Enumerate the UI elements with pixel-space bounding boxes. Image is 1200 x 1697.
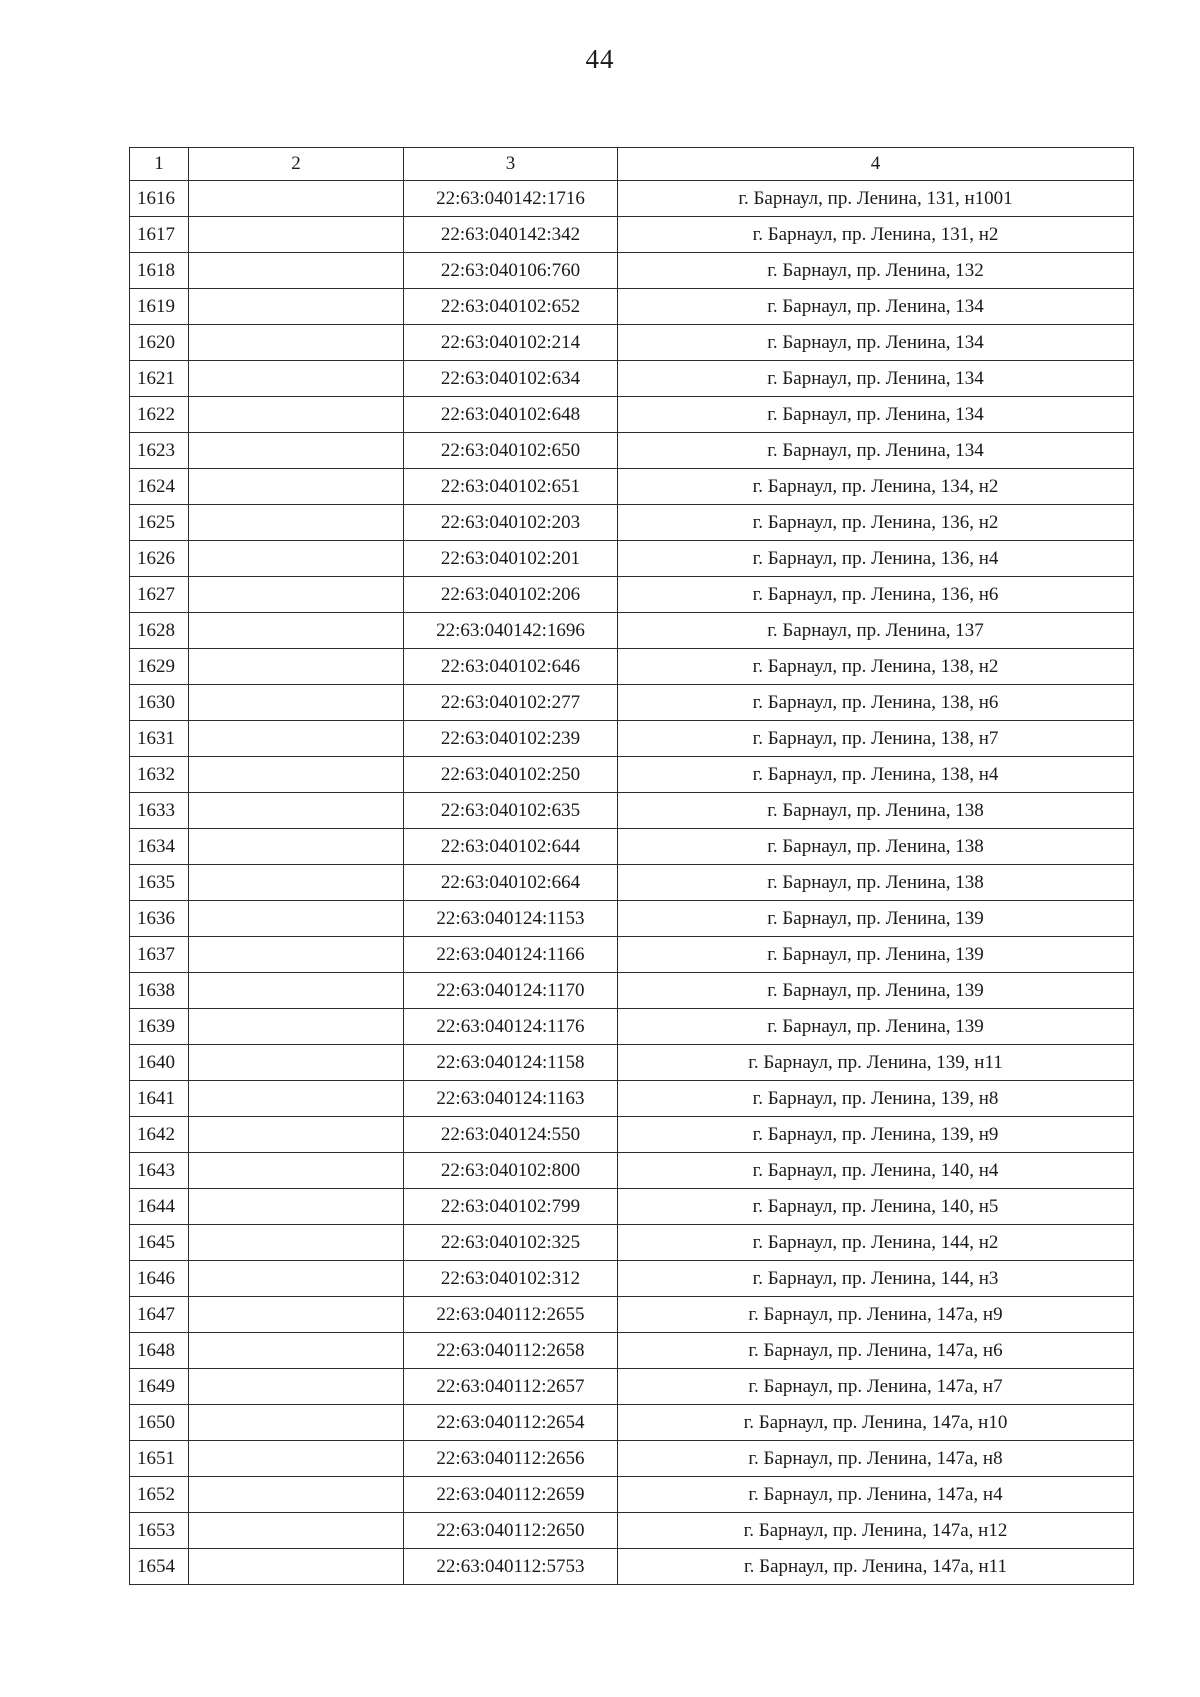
table-row	[130, 1009, 1134, 1045]
table-row	[130, 1405, 1134, 1441]
table-row	[130, 289, 1134, 325]
empty-cell	[189, 1081, 404, 1117]
empty-cell	[189, 397, 404, 433]
table-row	[130, 505, 1134, 541]
address-cell: г. Барнаул, пр. Ленина, 131, н2	[618, 217, 1134, 253]
cadastral-number-cell: 22:63:040102:325	[404, 1225, 618, 1261]
table-row	[130, 937, 1134, 973]
table-row	[130, 1081, 1134, 1117]
cadastral-number-cell: 22:63:040112:2657	[404, 1369, 618, 1405]
empty-cell	[189, 685, 404, 721]
address-cell: г. Барнаул, пр. Ленина, 136, н6	[618, 577, 1134, 613]
empty-cell	[189, 1261, 404, 1297]
table-row	[130, 685, 1134, 721]
table-row	[130, 1045, 1134, 1081]
table-row	[130, 901, 1134, 937]
address-cell: г. Барнаул, пр. Ленина, 139	[618, 901, 1134, 937]
row-number-cell: 1648	[130, 1333, 189, 1369]
empty-cell	[189, 1153, 404, 1189]
cadastral-number-cell: 22:63:040102:214	[404, 325, 618, 361]
cadastral-number-cell: 22:63:040142:342	[404, 217, 618, 253]
cadastral-number-cell: 22:63:040102:664	[404, 865, 618, 901]
row-number-cell: 1649	[130, 1369, 189, 1405]
cadastral-number-cell: 22:63:040112:2654	[404, 1405, 618, 1441]
header-row	[130, 148, 1134, 181]
row-number-cell: 1621	[130, 361, 189, 397]
cadastral-number-cell: 22:63:040102:203	[404, 505, 618, 541]
row-number-cell: 1616	[130, 181, 189, 217]
empty-cell	[189, 793, 404, 829]
row-number-cell: 1635	[130, 865, 189, 901]
row-number-cell: 1645	[130, 1225, 189, 1261]
table-body	[130, 181, 1134, 1585]
table-row	[130, 361, 1134, 397]
row-number-cell: 1617	[130, 217, 189, 253]
address-cell: г. Барнаул, пр. Ленина, 134	[618, 289, 1134, 325]
empty-cell	[189, 325, 404, 361]
empty-cell	[189, 253, 404, 289]
cadastral-number-cell: 22:63:040142:1696	[404, 613, 618, 649]
address-cell: г. Барнаул, пр. Ленина, 136, н4	[618, 541, 1134, 577]
address-cell: г. Барнаул, пр. Ленина, 138, н7	[618, 721, 1134, 757]
cadastral-number-cell: 22:63:040142:1716	[404, 181, 618, 217]
empty-cell	[189, 1369, 404, 1405]
empty-cell	[189, 865, 404, 901]
empty-cell	[189, 217, 404, 253]
row-number-cell: 1631	[130, 721, 189, 757]
table-row	[130, 1153, 1134, 1189]
empty-cell	[189, 1441, 404, 1477]
address-cell: г. Барнаул, пр. Ленина, 139	[618, 973, 1134, 1009]
cadastral-number-cell: 22:63:040102:646	[404, 649, 618, 685]
row-number-cell: 1633	[130, 793, 189, 829]
table-row	[130, 649, 1134, 685]
cadastral-number-cell: 22:63:040124:1176	[404, 1009, 618, 1045]
cadastral-number-cell: 22:63:040102:206	[404, 577, 618, 613]
empty-cell	[189, 1009, 404, 1045]
address-cell: г. Барнаул, пр. Ленина, 138	[618, 793, 1134, 829]
cadastral-number-cell: 22:63:040102:652	[404, 289, 618, 325]
cadastral-number-cell: 22:63:040124:1158	[404, 1045, 618, 1081]
table-row	[130, 541, 1134, 577]
row-number-cell: 1628	[130, 613, 189, 649]
table-row	[130, 253, 1134, 289]
table-row	[130, 433, 1134, 469]
empty-cell	[189, 829, 404, 865]
empty-cell	[189, 757, 404, 793]
address-cell: г. Барнаул, пр. Ленина, 147а, н12	[618, 1513, 1134, 1549]
cadastral-number-cell: 22:63:040112:2659	[404, 1477, 618, 1513]
empty-cell	[189, 901, 404, 937]
table-row	[130, 721, 1134, 757]
cadastral-number-cell: 22:63:040102:650	[404, 433, 618, 469]
empty-cell	[189, 973, 404, 1009]
empty-cell	[189, 1045, 404, 1081]
cadastral-number-cell: 22:63:040102:648	[404, 397, 618, 433]
cadastral-number-cell: 22:63:040112:2656	[404, 1441, 618, 1477]
empty-cell	[189, 289, 404, 325]
cadastral-number-cell: 22:63:040106:760	[404, 253, 618, 289]
address-cell: г. Барнаул, пр. Ленина, 138	[618, 865, 1134, 901]
table-row	[130, 613, 1134, 649]
address-cell: г. Барнаул, пр. Ленина, 136, н2	[618, 505, 1134, 541]
row-number-cell: 1650	[130, 1405, 189, 1441]
table-row	[130, 793, 1134, 829]
table-row	[130, 1441, 1134, 1477]
address-cell: г. Барнаул, пр. Ленина, 139, н8	[618, 1081, 1134, 1117]
row-number-cell: 1630	[130, 685, 189, 721]
row-number-cell: 1622	[130, 397, 189, 433]
header-col-3: 3	[404, 148, 618, 181]
address-cell: г. Барнаул, пр. Ленина, 138, н2	[618, 649, 1134, 685]
row-number-cell: 1651	[130, 1441, 189, 1477]
address-cell: г. Барнаул, пр. Ленина, 147а, н9	[618, 1297, 1134, 1333]
table-row	[130, 1549, 1134, 1585]
address-cell: г. Барнаул, пр. Ленина, 134	[618, 361, 1134, 397]
table-row	[130, 469, 1134, 505]
address-cell: г. Барнаул, пр. Ленина, 134	[618, 325, 1134, 361]
empty-cell	[189, 937, 404, 973]
table-row	[130, 1513, 1134, 1549]
cadastral-number-cell: 22:63:040102:250	[404, 757, 618, 793]
address-cell: г. Барнаул, пр. Ленина, 137	[618, 613, 1134, 649]
row-number-cell: 1634	[130, 829, 189, 865]
empty-cell	[189, 1477, 404, 1513]
cadastral-number-cell: 22:63:040102:312	[404, 1261, 618, 1297]
address-cell: г. Барнаул, пр. Ленина, 139, н11	[618, 1045, 1134, 1081]
address-cell: г. Барнаул, пр. Ленина, 147а, н11	[618, 1549, 1134, 1585]
row-number-cell: 1646	[130, 1261, 189, 1297]
header-col-2: 2	[189, 148, 404, 181]
table-row	[130, 973, 1134, 1009]
empty-cell	[189, 649, 404, 685]
row-number-cell: 1632	[130, 757, 189, 793]
cadastral-number-cell: 22:63:040124:1163	[404, 1081, 618, 1117]
address-cell: г. Барнаул, пр. Ленина, 147а, н10	[618, 1405, 1134, 1441]
table-row	[130, 757, 1134, 793]
row-number-cell: 1625	[130, 505, 189, 541]
table-row	[130, 1261, 1134, 1297]
row-number-cell: 1637	[130, 937, 189, 973]
cadastral-number-cell: 22:63:040102:800	[404, 1153, 618, 1189]
table-row	[130, 1333, 1134, 1369]
table-row	[130, 865, 1134, 901]
row-number-cell: 1629	[130, 649, 189, 685]
address-cell: г. Барнаул, пр. Ленина, 139	[618, 1009, 1134, 1045]
empty-cell	[189, 1117, 404, 1153]
cadastral-number-cell: 22:63:040102:651	[404, 469, 618, 505]
row-number-cell: 1620	[130, 325, 189, 361]
cadastral-number-cell: 22:63:040124:1153	[404, 901, 618, 937]
cadastral-number-cell: 22:63:040112:2655	[404, 1297, 618, 1333]
table-header	[130, 148, 1134, 181]
address-cell: г. Барнаул, пр. Ленина, 138	[618, 829, 1134, 865]
empty-cell	[189, 433, 404, 469]
row-number-cell: 1642	[130, 1117, 189, 1153]
row-number-cell: 1653	[130, 1513, 189, 1549]
table-row	[130, 217, 1134, 253]
empty-cell	[189, 613, 404, 649]
row-number-cell: 1627	[130, 577, 189, 613]
row-number-cell: 1619	[130, 289, 189, 325]
cadastral-number-cell: 22:63:040102:634	[404, 361, 618, 397]
cadastral-number-cell: 22:63:040112:2650	[404, 1513, 618, 1549]
cadastral-number-cell: 22:63:040102:201	[404, 541, 618, 577]
address-cell: г. Барнаул, пр. Ленина, 132	[618, 253, 1134, 289]
row-number-cell: 1638	[130, 973, 189, 1009]
address-cell: г. Барнаул, пр. Ленина, 147а, н4	[618, 1477, 1134, 1513]
cadastral-number-cell: 22:63:040124:1170	[404, 973, 618, 1009]
address-cell: г. Барнаул, пр. Ленина, 139, н9	[618, 1117, 1134, 1153]
row-number-cell: 1643	[130, 1153, 189, 1189]
empty-cell	[189, 721, 404, 757]
empty-cell	[189, 469, 404, 505]
empty-cell	[189, 1549, 404, 1585]
empty-cell	[189, 1225, 404, 1261]
table-row	[130, 1477, 1134, 1513]
empty-cell	[189, 1333, 404, 1369]
table-row	[130, 325, 1134, 361]
cadastral-number-cell: 22:63:040112:5753	[404, 1549, 618, 1585]
cadastral-number-cell: 22:63:040124:1166	[404, 937, 618, 973]
empty-cell	[189, 577, 404, 613]
address-cell: г. Барнаул, пр. Ленина, 134	[618, 397, 1134, 433]
page-number: 44	[585, 44, 615, 74]
address-cell: г. Барнаул, пр. Ленина, 140, н4	[618, 1153, 1134, 1189]
address-cell: г. Барнаул, пр. Ленина, 144, н2	[618, 1225, 1134, 1261]
address-cell: г. Барнаул, пр. Ленина, 147а, н7	[618, 1369, 1134, 1405]
property-register-table	[129, 147, 1134, 1585]
table-row	[130, 1369, 1134, 1405]
empty-cell	[189, 1513, 404, 1549]
cadastral-number-cell: 22:63:040102:644	[404, 829, 618, 865]
address-cell: г. Барнаул, пр. Ленина, 144, н3	[618, 1261, 1134, 1297]
row-number-cell: 1654	[130, 1549, 189, 1585]
cadastral-number-cell: 22:63:040102:239	[404, 721, 618, 757]
row-number-cell: 1641	[130, 1081, 189, 1117]
row-number-cell: 1639	[130, 1009, 189, 1045]
address-cell: г. Барнаул, пр. Ленина, 131, н1001	[618, 181, 1134, 217]
row-number-cell: 1636	[130, 901, 189, 937]
row-number-cell: 1618	[130, 253, 189, 289]
table-row	[130, 1189, 1134, 1225]
empty-cell	[189, 181, 404, 217]
table-row	[130, 397, 1134, 433]
row-number-cell: 1623	[130, 433, 189, 469]
table-row	[130, 577, 1134, 613]
empty-cell	[189, 1189, 404, 1225]
cadastral-number-cell: 22:63:040112:2658	[404, 1333, 618, 1369]
row-number-cell: 1644	[130, 1189, 189, 1225]
cadastral-number-cell: 22:63:040102:635	[404, 793, 618, 829]
row-number-cell: 1640	[130, 1045, 189, 1081]
empty-cell	[189, 1405, 404, 1441]
table-row	[130, 1297, 1134, 1333]
row-number-cell: 1626	[130, 541, 189, 577]
address-cell: г. Барнаул, пр. Ленина, 139	[618, 937, 1134, 973]
address-cell: г. Барнаул, пр. Ленина, 138, н6	[618, 685, 1134, 721]
header-col-1: 1	[130, 148, 189, 181]
header-col-4: 4	[618, 148, 1134, 181]
address-cell: г. Барнаул, пр. Ленина, 140, н5	[618, 1189, 1134, 1225]
table-row	[130, 1117, 1134, 1153]
address-cell: г. Барнаул, пр. Ленина, 134, н2	[618, 469, 1134, 505]
cadastral-number-cell: 22:63:040124:550	[404, 1117, 618, 1153]
empty-cell	[189, 1297, 404, 1333]
row-number-cell: 1624	[130, 469, 189, 505]
row-number-cell: 1652	[130, 1477, 189, 1513]
address-cell: г. Барнаул, пр. Ленина, 134	[618, 433, 1134, 469]
address-cell: г. Барнаул, пр. Ленина, 147а, н8	[618, 1441, 1134, 1477]
empty-cell	[189, 505, 404, 541]
address-cell: г. Барнаул, пр. Ленина, 147а, н6	[618, 1333, 1134, 1369]
address-cell: г. Барнаул, пр. Ленина, 138, н4	[618, 757, 1134, 793]
empty-cell	[189, 541, 404, 577]
cadastral-number-cell: 22:63:040102:799	[404, 1189, 618, 1225]
table-row	[130, 1225, 1134, 1261]
table-row	[130, 181, 1134, 217]
cadastral-number-cell: 22:63:040102:277	[404, 685, 618, 721]
empty-cell	[189, 361, 404, 397]
table-row	[130, 829, 1134, 865]
row-number-cell: 1647	[130, 1297, 189, 1333]
